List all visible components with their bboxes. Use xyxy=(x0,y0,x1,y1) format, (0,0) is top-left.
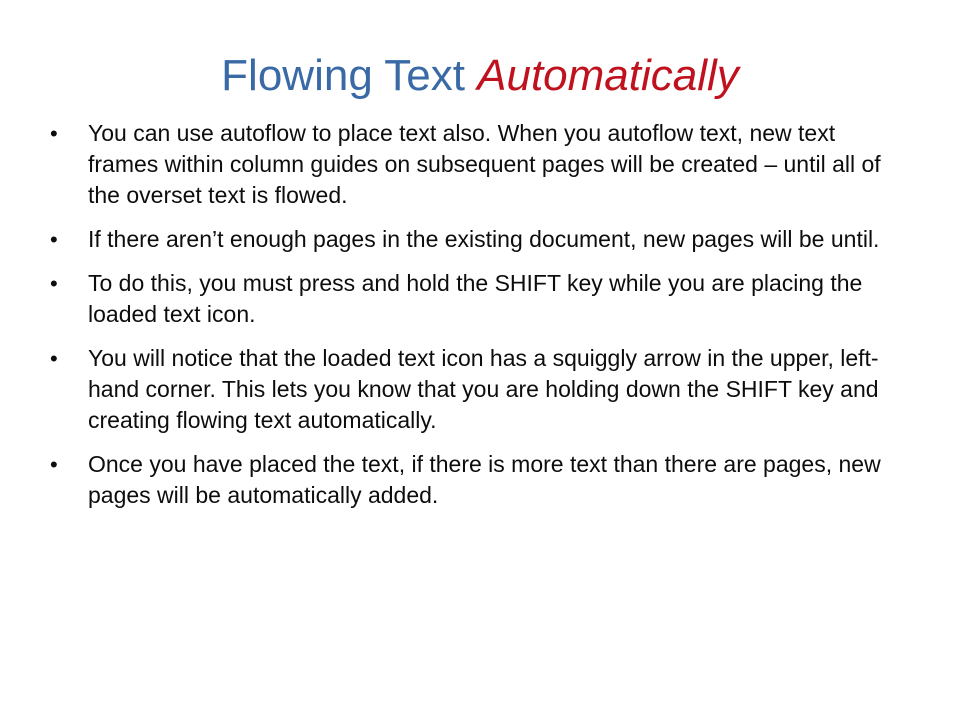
bullet-list xyxy=(48,118,908,524)
bullet-text: Once you have placed the text, if there is more text than there are pages, new pages will be automatically added. xyxy=(88,451,881,508)
bullet-icon: • xyxy=(50,227,58,252)
bullet-icon: • xyxy=(50,452,58,477)
bullet-item xyxy=(48,268,908,330)
bullet-item xyxy=(48,224,908,255)
bullet-icon: • xyxy=(50,346,58,371)
title-accent-text: Automatically xyxy=(477,51,739,100)
slide-title xyxy=(80,48,880,104)
bullet-text: You will notice that the loaded text icon has a squiggly arrow in the upper, left-hand corner. This lets you know that you are holding down the SHIFT key and creating flowing text automatically. xyxy=(88,345,879,433)
bullet-item xyxy=(48,343,908,436)
bullet-icon: • xyxy=(50,121,58,146)
bullet-item xyxy=(48,449,908,511)
bullet-item xyxy=(48,118,908,211)
title-main-text: Flowing Text xyxy=(221,51,478,100)
bullet-text: To do this, you must press and hold the SHIFT key while you are placing the loaded text icon. xyxy=(88,270,863,327)
bullet-icon: • xyxy=(50,271,58,296)
bullet-text: If there aren’t enough pages in the existing document, new pages will be until. xyxy=(88,226,880,252)
bullet-text: You can use autoflow to place text also. When you autoflow text, new text frames within column guides on subsequent pages will be created – until all of the overset text is flowed. xyxy=(88,120,881,208)
